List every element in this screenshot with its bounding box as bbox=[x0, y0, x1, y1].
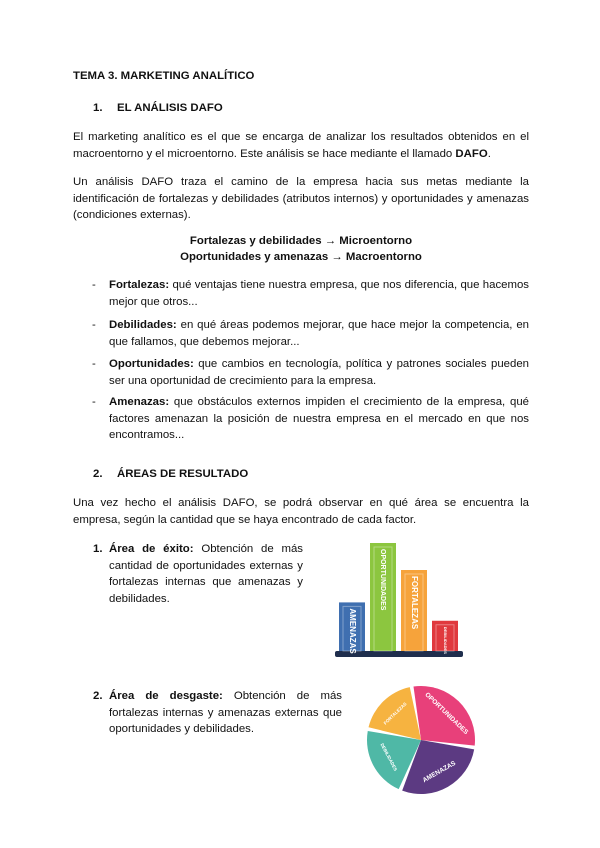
pie-label: FORTALEZAS bbox=[382, 701, 408, 726]
bullet-oportunidades: Oportunidades: que cambios en tecnología, política y patrones sociales pueden ser una oportunidad de crecimiento para la empresa. bbox=[109, 358, 529, 387]
item-1-number: 1. bbox=[93, 543, 103, 555]
bar-amenazas bbox=[339, 602, 365, 654]
paragraph-dafo-intro: El marketing analítico es el que se encarga de analizar los resultados obtenidos en el macroentorno y el microentorno. Este análisis se hace mediante el llamado DAFO. bbox=[73, 131, 529, 160]
section-2-heading: ÁREAS DE RESULTADO bbox=[117, 468, 249, 480]
bar-label: OPORTUNIDADES bbox=[379, 549, 387, 611]
bullet-fortalezas: Fortalezas: qué ventajas tiene nuestra empresa, que nos diferencia, que hacemos mejor que otros... bbox=[109, 279, 529, 308]
section-1-heading: EL ANÁLISIS DAFO bbox=[117, 102, 223, 114]
paragraph-dafo-definition: Un análisis DAFO traza el camino de la empresa hacia sus metas mediante la identificación de fortalezas y debilidades (atributos internos) y oportunidades y amenazas (condiciones externas). bbox=[73, 176, 529, 221]
dafo-bar-illustration bbox=[333, 540, 465, 660]
bullet-dash: - bbox=[92, 358, 96, 370]
item-area-desgaste: Área de desgaste: Obtención de más fortalezas internas y amenazas externas que oportunidades y debilidades. bbox=[109, 690, 342, 735]
bullet-debilidades: Debilidades: en qué áreas podemos mejorar, que hace mejor la competencia, en que fallamos, que debemos mejorar... bbox=[109, 319, 529, 348]
topic-title: TEMA 3. MARKETING ANALÍTICO bbox=[73, 70, 255, 82]
dafo-pie-illustration bbox=[364, 683, 478, 797]
item-area-exito: Área de éxito: Obtención de más cantidad de oportunidades externas y fortalezas internas que amenazas y debilidades. bbox=[109, 543, 303, 605]
bullet-dash: - bbox=[92, 396, 96, 408]
section-1-number: 1. bbox=[93, 102, 103, 114]
item-2-number: 2. bbox=[93, 690, 103, 702]
bullet-dash: - bbox=[92, 279, 96, 291]
bullet-dash: - bbox=[92, 319, 96, 331]
bar-label: AMENAZAS bbox=[347, 608, 357, 654]
pie-slice-fortalezas bbox=[369, 687, 421, 740]
bar-label: FORTALEZAS bbox=[409, 576, 419, 630]
dafo-bold: DAFO bbox=[455, 147, 488, 160]
bar-fortalezas bbox=[401, 570, 427, 651]
pie-label: OPORTUNIDADES bbox=[423, 691, 470, 737]
bar-debilidades bbox=[432, 621, 458, 654]
center-line-macro: Oportunidades y amenazas → Macroentorno bbox=[180, 251, 422, 263]
pie-label: AMENAZAS bbox=[421, 759, 458, 785]
bar-label: DEBILIDADES bbox=[442, 626, 448, 654]
pie-slice-oportunidades bbox=[413, 686, 475, 746]
paragraph-areas-intro: Una vez hecho el análisis DAFO, se podrá observar en qué área se encuentra la empresa, según la cantidad que se haya encontrado de cada factor. bbox=[73, 497, 529, 526]
bar-oportunidades bbox=[370, 543, 396, 651]
pie-label: DEBILIDADES bbox=[379, 742, 399, 772]
bullet-amenazas: Amenazas: que obstáculos externos impiden el crecimiento de la empresa, qué factores amenazan la posición de nuestra empresa en el mercado en que nos encontramos... bbox=[109, 396, 529, 441]
center-line-micro: Fortalezas y debilidades → Microentorno bbox=[189, 235, 413, 247]
section-2-number: 2. bbox=[93, 468, 103, 480]
